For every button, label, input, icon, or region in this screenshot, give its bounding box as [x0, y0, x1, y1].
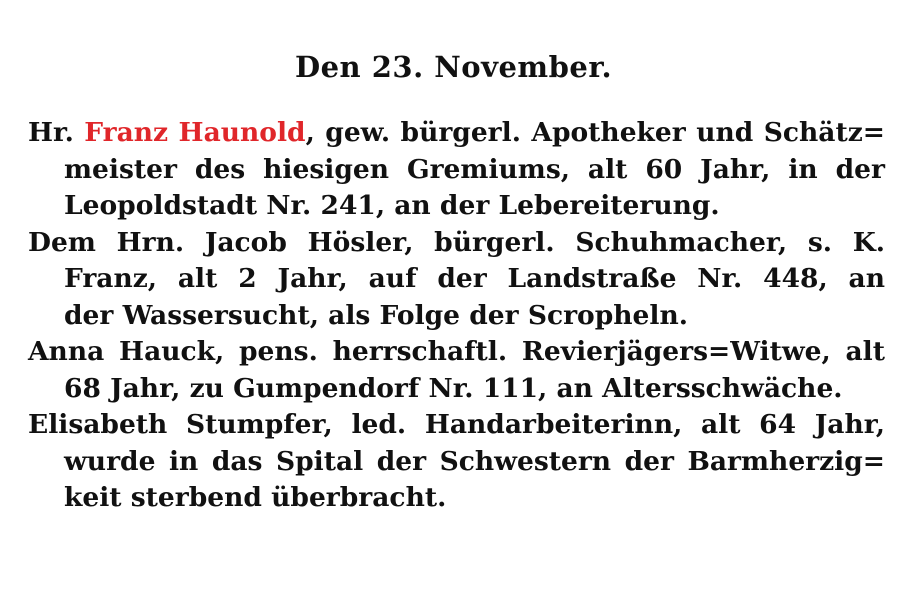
entry-jacob-hoesler — [28, 225, 885, 335]
entry-franz-haunold — [28, 115, 885, 225]
entry-line: der Wassersucht, als Folge der Scropheln. — [64, 299, 688, 331]
entry-line: Anna Hauck, pens. herrschaftl. Revierjägers=Witwe, alt — [28, 336, 885, 367]
entry-text: , gew. bürgerl. Apotheker und Schätz= — [305, 117, 885, 148]
entry-line: wurde in das Spital der Schwestern der Barmherzig= — [64, 445, 885, 477]
entry-line: Elisabeth Stumpfer, led. Handarbeiterinn, alt 64 Jahr, — [28, 409, 885, 440]
date-heading: Den 23. November. — [294, 50, 613, 84]
entry-line: keit sterbend überbracht. — [64, 482, 447, 513]
entry-line: 68 Jahr, zu Gumpendorf Nr. 111, an Altersschwäche. — [64, 372, 843, 404]
highlighted-name: Franz Haunold — [84, 117, 306, 148]
death-register-entries — [28, 115, 885, 517]
entry-line: Dem Hrn. Jacob Hösler, bürgerl. Schuhmacher, s. K. — [28, 226, 885, 258]
entry-elisabeth-stumpfer — [28, 407, 885, 517]
entry-line — [28, 115, 885, 152]
entry-line: Leopoldstadt Nr. 241, an der Lebereiterung. — [64, 190, 720, 221]
entry-line: Franz, alt 2 Jahr, auf der Landstraße Nr. 448, an — [64, 263, 885, 294]
entry-line: meister des hiesigen Gremiums, alt 60 Jahr, in der — [64, 153, 885, 185]
entry-anna-hauck — [28, 334, 885, 407]
title-prefix: Hr. — [28, 117, 85, 148]
